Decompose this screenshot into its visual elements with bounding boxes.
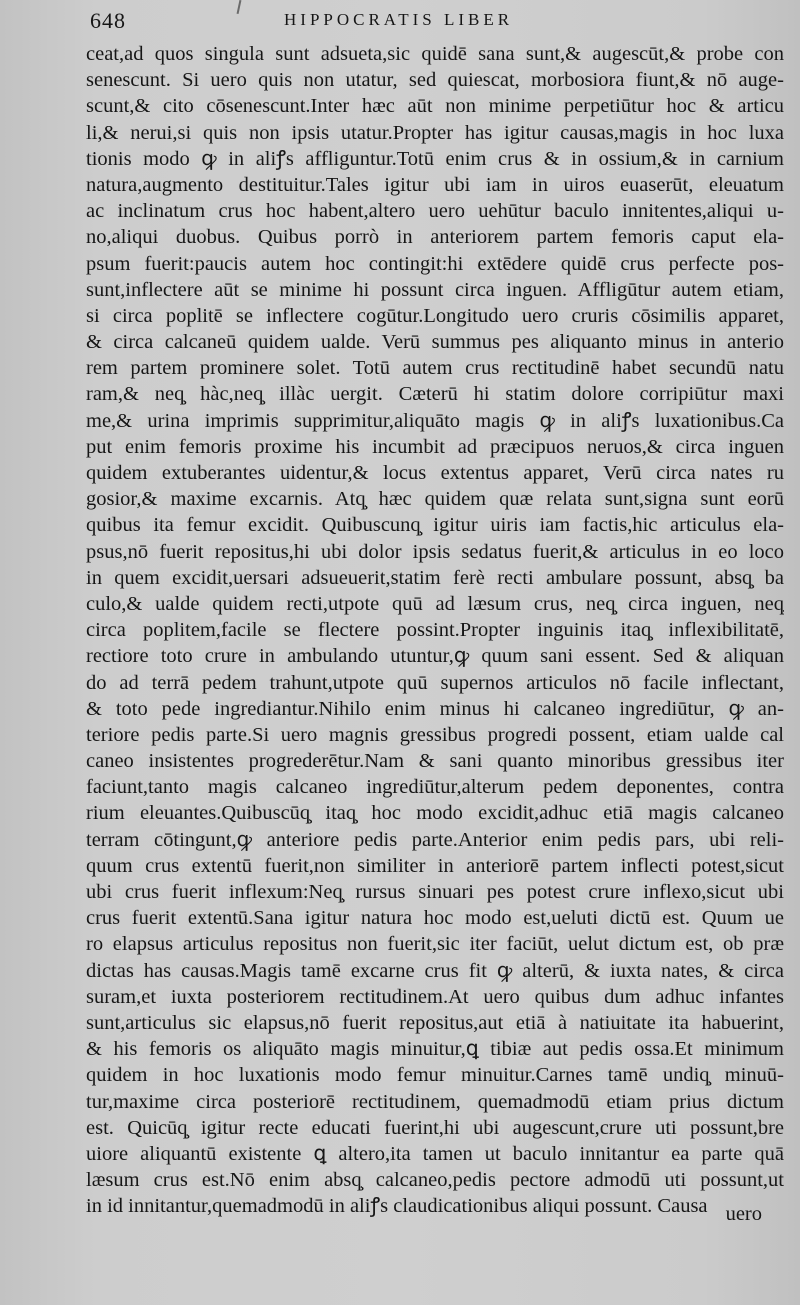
text-line: rem partem prominere solet. Totū autem crus rectitudinē habet secundū natu (86, 357, 784, 380)
text-line: ubi crus fuerit inflexum:Neq̧ rursus sinuari pes potest crure inflexo,sicut ubi (86, 881, 784, 903)
text-line: ceat,ad quos singula sunt adsueta,sic quidē sana sunt,& augescūt,& probe con (86, 43, 784, 65)
text-line: circa poplitem,facile se flectere possint.Propter inguinis itaq̧ inflexibilitatē, (86, 619, 784, 642)
text-line: sunt,articulus sic elapsus,nō fuerit repositus,aut etiā à natiuitate ita habuerint, (86, 1011, 784, 1034)
text-line: psus,nō fuerit repositus,hi ubi dolor ipsis sedatus fuerit,& articulus in eo loco (86, 540, 784, 563)
running-head: HIPPOCRATIS LIBER (284, 10, 514, 29)
text-line: est. Quicūq̧ igitur recte educati fuerint,hi ubi augescunt,crure uti possunt,bre (86, 1116, 784, 1139)
text-line: natura,augmento destituitur.Tales igitur ubi iam in uiros euaserūt, eleuatum (86, 173, 784, 196)
text-line: quidem extuberantes uidentur,& locus extentus apparet, Verū circa nates ru (86, 462, 784, 484)
text-line: uiore aliquantū existente ꝗ altero,ita tamen ut baculo innitantur ea parte quā (86, 1142, 784, 1165)
text-line: suram,et iuxta posteriorem rectitudinem.At uero quibus dum adhuc infantes (86, 985, 784, 1008)
text-line: culo,& ualde quidem recti,utpote quū ad læsum crus, neq̧ circa inguen, neq̧ (86, 592, 784, 615)
text-line: & toto pede ingrediantur.Nihilo enim minus hi calcaneo ingrediūtur, ꝙ an- (86, 697, 784, 720)
text-line: crus fuerit extentū.Sana igitur natura hoc modo est,ueluti dictū est. Quum ue (86, 907, 784, 930)
text-line: dictas has causas.Magis tamē excarne crus fit ꝙ alterū, & iuxta nates, & circa (86, 959, 784, 982)
text-line: ram,& neq̧ hàc,neq̧ illàc uergit. Cæterū hi statim dolore corripiūtur maxi (86, 383, 784, 406)
text-line: li,& nerui,si quis non ipsis utatur.Propter has igitur causas,magis in hoc luxa (86, 121, 784, 144)
text-line: gosior,& maxime excarnis. Atq̧ hæc quidem quæ relata sunt,signa sunt eorū (86, 488, 784, 511)
text-line: ro elapsus articulus repositus non fuerit,sic iter faciūt, uelut dictum est, ob præ (86, 933, 784, 956)
text-line: do ad terrā pedem trahunt,utpote quū supernos articulos nō facile inflectant, (86, 671, 784, 694)
text-line: tionis modo ꝙ in aliꝭs affliguntur.Totū enim crus & in ossium,& in carnium (86, 147, 784, 170)
text-line: terram cōtingunt,ꝙ anteriore pedis parte.Anterior enim pedis pars, ubi reli- (86, 828, 784, 851)
text-line: & his femoris os aliquāto magis minuitur,ꝗ tibiæ aut pedis ossa.Et minimum (86, 1038, 784, 1061)
text-line: quibus ita femur excidit. Quibuscunq̧ igitur uiris iam factis,hic articulus ela- (86, 514, 784, 537)
text-line: læsum crus est.Nō enim absq̧ calcaneo,pedis pectore admodū uti possunt,ut (86, 1169, 784, 1192)
text-line: quum crus extentū fuerit,non similiter in anteriorē partem inflecti potest,sicut (86, 854, 784, 877)
text-line: put enim femoris proxime his incumbit ad præcipuos neruos,& circa inguen (86, 435, 784, 458)
text-line: in id innitantur,quemadmodū in aliꝭs claudicationibus aliqui possunt. Causa (86, 1195, 708, 1218)
body-text (86, 41, 784, 1219)
text-line: caneo insistentes progrederētur.Nam & sani quanto minoribus gressibus iter (86, 750, 784, 773)
text-line: faciunt,tanto magis calcaneo ingrediūtur,alterum pedem deponentes, contra (86, 776, 784, 799)
text-line: scunt,& cito cōsenescunt.Inter hæc aūt non minime perpetiūtur hoc & articu (86, 95, 784, 118)
text-line: me,& urina imprimis supprimitur,aliquāto magis ꝙ in aliꝭs luxationibus.Ca (86, 409, 784, 432)
text-line: teriore pedis parte.Si uero magnis gressibus progredi possent, etiam ualde cal (86, 723, 784, 746)
text-line: tur,maxime circa posteriorē rectitudinem, quemadmodū etiam prius dictum (86, 1090, 784, 1113)
text-line: no,aliqui duobus. Quibus porrò in anteriorem partem femoris caput ela- (86, 226, 784, 249)
text-line: ac inclinatum crus hoc habent,altero uero uehūtur baculo innitentes,aliqui u- (86, 200, 784, 223)
page-header (90, 8, 770, 38)
page-number: 648 (90, 8, 126, 33)
text-line: psum fuerit:paucis autem hoc contingit:hi extēdere quidē crus perfecte pos- (86, 252, 784, 275)
text-line: sunt,inflectere aūt se minime hi possunt circa inguen. Affligūtur autem etiam, (86, 278, 784, 301)
text-line: rium eleuantes.Quibuscūq̧ itaq̧ hoc modo excidit,adhuc etiā magis calcaneo (86, 802, 784, 825)
text-line: senescunt. Si uero quis non utatur, sed quiescat, morbosiora fiunt,& nō auge- (86, 69, 784, 92)
text-line: rectiore toto crure in ambulando utuntur,ꝙ quum sani essent. Sed & aliquan (86, 645, 784, 668)
text-line: si circa poplitē se inflectere cogūtur.Longitudo uero cruris cōsimilis apparet, (86, 304, 784, 327)
text-line: & circa calcaneū quidem ualde. Verū summus pes aliquanto minus in anterio (86, 331, 784, 354)
text-line: quidem in hoc luxationis modo femur minuitur.Carnes tamē undiq̧ minuū- (86, 1064, 784, 1087)
text-line: in quem excidit,uersari adsueuerit,statim ferè recti ambulare possunt, absq̧ ba (86, 566, 784, 589)
catchword: uero (725, 1203, 762, 1225)
